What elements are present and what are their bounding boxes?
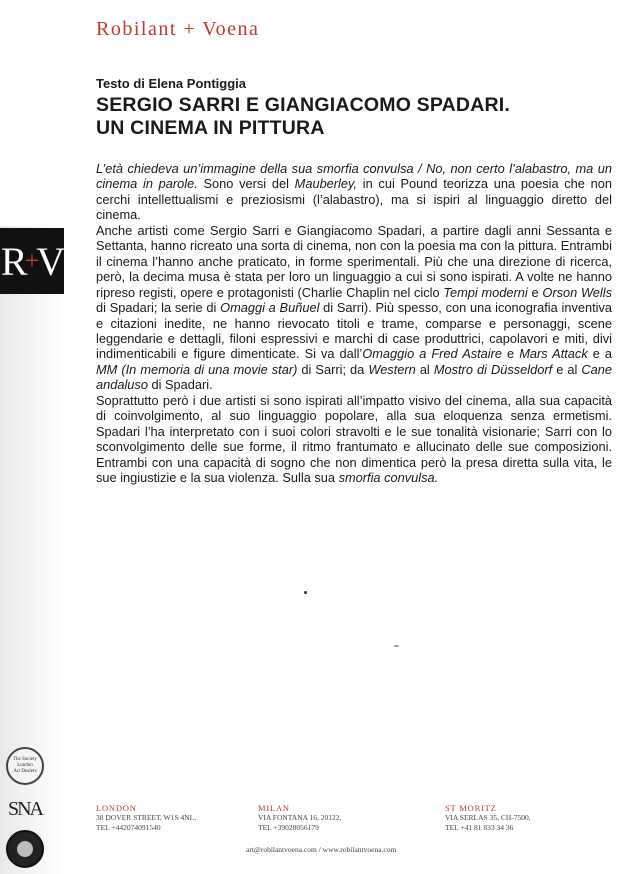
text-run: e al <box>552 361 582 377</box>
pound-quote: L’età chiedeva un’immagine della sua smorfia convulsa / No, non certo l’alabastro, ma un cinema in parole. <box>96 161 612 192</box>
paragraph-3 <box>96 393 612 486</box>
emblem-seal-icon <box>6 830 44 868</box>
italic-title: Mars Attack <box>519 346 588 362</box>
text-run: di Sarri; da <box>297 361 369 377</box>
monogram-r: R <box>0 238 26 284</box>
article-title <box>96 94 616 140</box>
monogram-v: V <box>36 238 64 284</box>
office-city: LONDON <box>96 803 137 813</box>
society-london-art-dealers-seal <box>6 747 44 785</box>
text-run: Sono versi del <box>197 176 295 192</box>
text-run: Soprattutto però i due artisti si sono ispirati all’impatto visivo del cinema, alla sua capacità di coinvolgimento, al suo linguaggio popolare, alla sua eloquenza senza ermetismi. Spadari l’ha interpretato con i suoi colori stravolti e le sue tonalità visionarie; Sarri con lo sconvolgimento delle sue forme, il ritmo frantumato e allucinato delle sue composizioni. Entrambi con una capacità di sogno che non dimentica però la presa diretta sulla vita, le sue ingiustizie e la sua violenza. Sulla sua <box>96 392 612 486</box>
seal-text: London <box>17 763 33 768</box>
text-run: in cui Pound teorizza una poesia che non cerchi intellettualismi e preziosismi (l’alabastro), ma si ispiri al linguaggio diretto del cinema. <box>96 176 612 223</box>
office-address: VIA FONTANA 16, 20122, <box>258 813 342 822</box>
office-tel: TEL +41 81 833 34 36 <box>445 823 514 832</box>
italic-title: MM (In memoria di una movie star) <box>96 361 298 377</box>
text-run: di Sarri). Più spesso, con una iconografia inventiva e citazioni inedite, ne hanno rievocato titoli e trame, comparse e personaggi, scene leggendarie e dettagli, filoni espressivi e marchi di case produttrici, capolavori e miti, divi indimenticabili e figure dimenticate. Si va dall’ <box>96 300 612 362</box>
italic-title: Omaggio a Fred Astaire <box>362 346 503 362</box>
footer-office-st-moritz <box>445 803 531 833</box>
office-tel: TEL +442074091540 <box>96 823 161 832</box>
italic-title: Cane andaluso <box>96 361 612 393</box>
text-run: e <box>527 284 543 300</box>
office-city: ST MORITZ <box>445 803 497 813</box>
rv-monogram-logo <box>0 228 64 294</box>
paragraph-1 <box>96 161 612 223</box>
italic-title: Orson Wells <box>542 284 613 300</box>
italic-title: Mostro di Düsseldorf <box>433 361 553 377</box>
monogram-plus: + <box>24 246 38 275</box>
speck <box>304 591 307 594</box>
italic-title: Tempi moderni <box>443 284 528 300</box>
article-body <box>96 161 612 486</box>
text-run: e a <box>587 346 613 362</box>
title-line-2: UN CINEMA IN PITTURA <box>96 117 325 139</box>
text-run: e <box>502 346 520 362</box>
article-author: Testo di Elena Pontiggia <box>96 76 246 91</box>
sna-logo: SNA <box>7 798 42 820</box>
footer-contact: art@robilantvoena.com / www.robilantvoena.com <box>246 845 397 854</box>
italic-title: Omaggi a Buñuel <box>220 300 320 316</box>
office-tel: TEL +39028056179 <box>258 823 319 832</box>
office-address: VIA SERLAS 35, CH-7500, <box>445 813 531 822</box>
text-run: di Spadari; la serie di <box>96 300 221 316</box>
text-run: al <box>415 361 434 377</box>
seal-text: The Society <box>12 757 38 762</box>
italic-title: smorfia convulsa. <box>338 470 439 486</box>
seal-text: Art Dealers <box>13 769 37 774</box>
footer-office-milan <box>258 803 341 833</box>
office-city: MILAN <box>258 803 290 813</box>
brand-logo-text: Robilant + Voena <box>96 18 260 40</box>
italic-title: Western <box>368 361 416 377</box>
emblem-figure <box>17 841 33 857</box>
text-run: Anche artisti come Sergio Sarri e Giangiacomo Spadari, a partire dagli anni Sessanta e Settanta, hanno ricreato una sorta di cinema, non con la poesia ma con la pittura. Entrambi il cinema l’hanno anche praticato, in forme sperimentali. Più che una direzione di ricerca, però, la decima musa è stata per loro un linguaggio a cui si sono ispirati. A volte ne hanno ripreso registi, opere e protagonisti (Charlie Chaplin nel ciclo <box>96 222 612 300</box>
footer-office-london <box>96 803 196 833</box>
speck <box>394 645 399 647</box>
paragraph-2 <box>96 223 612 393</box>
title-line-1: SERGIO SARRI E GIANGIACOMO SPADARI. <box>96 94 511 116</box>
text-run: di Spadari. <box>147 377 213 393</box>
office-address: 38 DOVER STREET, W1S 4NL, <box>96 813 197 822</box>
italic-title: Mauberley, <box>294 176 358 192</box>
